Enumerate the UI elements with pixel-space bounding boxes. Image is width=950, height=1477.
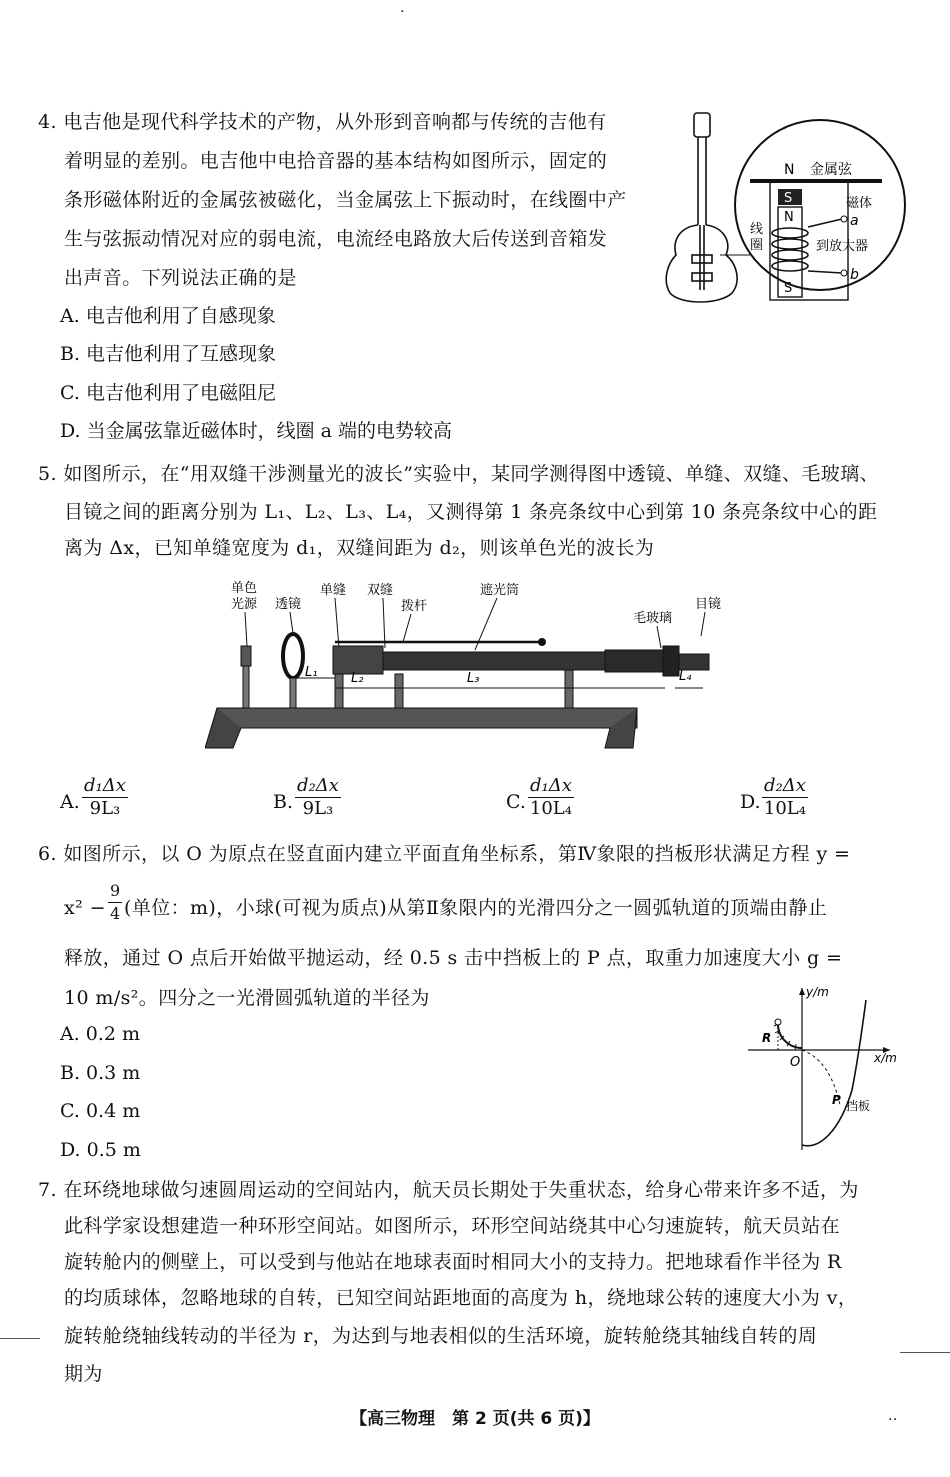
- q6-option-c: C. 0.4 m: [60, 1100, 141, 1122]
- string-s-label: S: [784, 191, 793, 206]
- q4-line-5: 出声音。下列说法正确的是: [64, 267, 297, 289]
- q5-option-a-fraction: [82, 775, 128, 820]
- l2-label: L₂: [351, 671, 364, 686]
- glass-label: 毛玻璃: [633, 611, 673, 626]
- coil-label-1: 线: [750, 222, 764, 237]
- q5-option-c-fraction: [528, 775, 574, 820]
- q5-option-a-num: d₁Δx: [84, 775, 126, 796]
- terminal-b-label: b: [850, 267, 859, 283]
- q6-line-1: 6. 如图所示，以 O 为原点在竖直面内建立平面直角坐标系，第Ⅳ象限的挡板形状满足方程 y =: [38, 843, 851, 865]
- double-slit-apparatus-figure: [205, 578, 725, 758]
- q6-option-a: A. 0.2 m: [60, 1023, 141, 1045]
- magnet-label: 磁体: [846, 196, 873, 211]
- header-mark: ·: [400, 4, 405, 20]
- terminal-a-label: a: [850, 213, 859, 229]
- board-label: 挡板: [846, 1099, 871, 1113]
- q6-frac-num: 9: [108, 880, 122, 903]
- tube-label: 遮光筒: [480, 583, 520, 598]
- q5-option-b-num: d₂Δx: [297, 775, 339, 796]
- point-p-label: P: [832, 1093, 841, 1107]
- radius-label: R: [762, 1031, 772, 1045]
- q5-option-c-letter: C.: [506, 791, 526, 813]
- lever-label: 拨杆: [401, 599, 428, 614]
- coil-label-2: 圈: [750, 238, 764, 253]
- q4-option-c: C. 电吉他利用了电磁阻尼: [60, 382, 276, 404]
- l3-label: L₃: [467, 671, 480, 686]
- q5-option-d-letter: D.: [740, 791, 761, 813]
- q4-option-b: B. 电吉他利用了互感现象: [60, 343, 277, 365]
- q4-option-d: D. 当金属弦靠近磁体时，线圈 a 端的电势较高: [60, 420, 453, 442]
- q6-line-2-post: (单位：m)，小球(可视为质点)从第Ⅱ象限内的光滑四分之一圆弧轨道的顶端由静止: [124, 897, 828, 919]
- q5-option-b-den: 9L₃: [302, 798, 334, 819]
- terminal-b: [841, 270, 847, 276]
- page-footer: 【高三物理 第 2 页(共 6 页)】: [350, 1409, 600, 1429]
- q5-line-3: 离为 Δx，已知单缝宽度为 d₁，双缝间距为 d₂，则该单色光的波长为: [64, 537, 655, 559]
- q7-line-2: 此科学家设想建造一种环形空间站。如图所示，环形空间站绕其中心匀速旋转，航天员站在: [64, 1215, 841, 1237]
- q5-line-1: 5. 如图所示，在“用双缝干涉测量光的波长”实验中，某同学测得图中透镜、单缝、双缝、毛玻璃、: [38, 463, 879, 485]
- q5-option-b-letter: B.: [273, 791, 294, 813]
- q5-option-c-num: d₁Δx: [530, 775, 572, 796]
- q5-option-b-fraction: [295, 775, 341, 820]
- q7-line-3: 旋转舱内的侧壁上，可以受到与他站在地球表面时相同大小的支持力。把地球看作半径为 R: [64, 1251, 842, 1273]
- q5-option-a-den: 9L₃: [89, 798, 121, 819]
- string-pole-label: N: [784, 162, 795, 178]
- projectile-figure: [740, 980, 910, 1155]
- q5-option-d-den: 10L₄: [763, 798, 806, 819]
- double-slit-label: 双缝: [367, 583, 394, 598]
- q6-line-2-pre: x² −: [64, 897, 106, 919]
- arc-track: [778, 1024, 802, 1048]
- board-curve: [802, 1000, 866, 1146]
- q4-option-a: A. 电吉他利用了自感现象: [60, 305, 276, 327]
- q5-option-d-fraction: [762, 775, 808, 820]
- q7-line-4: 的均质球体，忽略地球的自转，已知空间站距地面的高度为 h，绕地球公转的速度大小为 v，: [64, 1287, 858, 1309]
- q6-frac-den: 4: [110, 904, 121, 923]
- l4-label: L₄: [679, 669, 692, 684]
- lens-label: 透镜: [275, 597, 302, 612]
- q6-option-b: B. 0.3 m: [60, 1062, 141, 1084]
- q5-option-a-letter: A.: [60, 791, 80, 813]
- q4-line-3: 条形磁体附近的金属弦被磁化，当金属弦上下振动时，在线圈中产: [64, 189, 627, 211]
- single-slit-label: 单缝: [320, 583, 347, 598]
- origin-label: O: [790, 1055, 801, 1070]
- q4-line-4: 生与弦振动情况对应的弱电流，电流经电路放大后传送到音箱发: [64, 228, 608, 250]
- eyepiece-label: 目镜: [695, 597, 722, 612]
- magnet-n-label: N: [784, 210, 794, 225]
- q5-option-d-num: d₂Δx: [764, 775, 806, 796]
- x-axis-label: x/m: [874, 1051, 897, 1065]
- terminal-a: [841, 216, 847, 222]
- q6-line-4: 10 m/s²。四分之一光滑圆弧轨道的半径为: [64, 987, 430, 1009]
- light-source: [241, 646, 251, 711]
- string-label: 金属弦: [810, 162, 852, 178]
- q6-line-3: 释放，通过 O 点后开始做平抛运动，经 0.5 s 击中挡板上的 P 点，取重力加速度大小 g =: [64, 947, 843, 969]
- q4-line-1: 4. 电吉他是现代科学技术的产物，从外形到音响都与传统的吉他有: [38, 111, 607, 133]
- q7-line-6: 期为: [64, 1363, 103, 1385]
- guitar-pickup-figure: [660, 105, 910, 310]
- scan-line-left: [0, 1338, 40, 1339]
- amplifier-label: 到放大器: [816, 239, 869, 254]
- frosted-glass: [663, 646, 679, 676]
- corner-mark: ..: [888, 1408, 898, 1424]
- light-source-label-2: 光源: [231, 597, 258, 612]
- magnet-s-label: S: [784, 281, 793, 296]
- q6-fraction-nine-quarters: [108, 880, 122, 925]
- eyepiece: [679, 654, 709, 670]
- q4-line-2: 着明显的差别。电吉他中电拾音器的基本结构如图所示，固定的: [64, 150, 608, 172]
- optical-bench: [205, 708, 637, 748]
- ball: [775, 1019, 781, 1025]
- q6-option-d: D. 0.5 m: [60, 1139, 141, 1161]
- slit-housing: [333, 646, 383, 674]
- q5-option-c-den: 10L₄: [529, 798, 572, 819]
- scan-line-right: [900, 1352, 950, 1353]
- q7-line-1: 7. 在环绕地球做匀速圆周运动的空间站内，航天员长期处于失重状态，给身心带来许多不适，为: [38, 1179, 859, 1201]
- y-axis-label: y/m: [806, 985, 829, 999]
- light-source-label-1: 单色: [231, 581, 258, 596]
- magnifier-circle: [735, 120, 905, 290]
- guitar-icon: [666, 113, 750, 302]
- q5-line-2: 目镜之间的距离分别为 L₁、L₂、L₃、L₄，又测得第 1 条亮条纹中心到第 10 条亮条纹中心的距: [64, 501, 878, 523]
- lens: [283, 634, 303, 711]
- l1-label: L₁: [305, 665, 318, 680]
- q7-line-5: 旋转舱绕轴线转动的半径为 r，为达到与地表相似的生活环境，旋转舱绕其轴线自转的周: [64, 1325, 818, 1347]
